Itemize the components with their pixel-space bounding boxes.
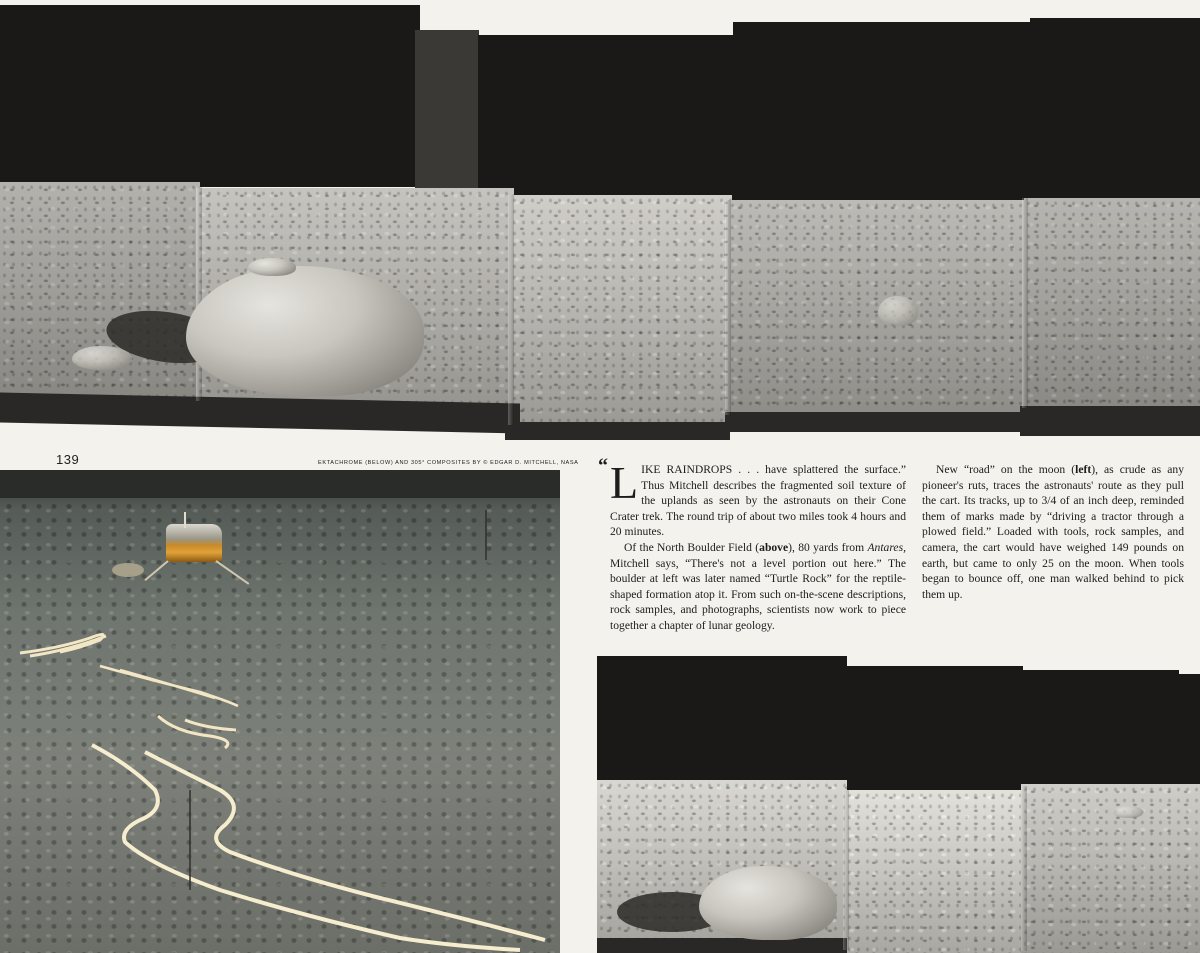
sky-frame (1030, 18, 1200, 204)
opening-quote-mark: “ (598, 455, 608, 477)
frame-seam (843, 790, 849, 950)
paragraph-3-lead: New “road” on the moon ( (936, 463, 1076, 476)
photo-credit: EKTACHROME (BELOW) AND 305° COMPOSITES BY © EDGAR D. MITCHELL, NASA (318, 460, 579, 466)
ground-frame (1024, 198, 1200, 414)
turtle-rock-boulder (186, 266, 424, 396)
turtle-rock-boulder (699, 866, 837, 940)
paragraph-2-rest: Mitchell says, “There's not a level portion out here.” The boulder at left was later named “Turtle Rock” for the reptile-shaped formation atop it. From such on-the-scene descriptions, rock samples, and photographs, scientists now work to piece together a chapter of lunar geology. (610, 556, 906, 632)
ground-frame (845, 790, 1025, 953)
film-edge (725, 412, 1030, 432)
frame-seam (196, 186, 202, 401)
article-column-right (922, 462, 1184, 602)
paragraph-3-rest: ), as crude as any pioneer's ruts, traces the astronauts' route as they pull the cart. Its tracks, up to 3/4 of an inch deep, reminded them of marks made by “driving a tractor through a plowed field.” Loaded with tools, rock samples, and camera, the cart would have weighed 149 pounds on earth, but came to only 25 on the moon. When tools began to bounce off, one man walked behind to pick them up. (922, 463, 1184, 601)
article-paragraph-1 (598, 455, 906, 540)
frame-seam (1021, 786, 1027, 951)
article-paragraph-2 (610, 540, 906, 634)
paragraph-2-mid: ), 80 yards from (788, 540, 868, 554)
frame-seam (725, 200, 731, 415)
article-paragraph-3 (922, 462, 1184, 602)
sky-frame (415, 30, 479, 190)
lunar-crater (112, 563, 144, 577)
ground-frame (0, 182, 200, 410)
cart-track (145, 752, 545, 940)
lunar-module-photo (0, 470, 560, 953)
drop-cap: L (610, 457, 639, 508)
page-number: 139 (56, 452, 80, 467)
small-rock (72, 346, 132, 370)
small-rock (1113, 806, 1143, 818)
frame-seam (508, 195, 514, 425)
article-column-left (598, 455, 906, 634)
paragraph-1-text: IKE RAINDROPS . . . have splattered the surface.” Thus Mitchell describes the fragmented soil texture of the uplands as seen by the astronauts on their Cone Crater trek. The round trip of about two miles took 4 hours and 20 minutes. (610, 463, 906, 539)
top-panorama-photo (0, 0, 1200, 445)
cart-track (92, 745, 520, 950)
cart-track (20, 634, 106, 656)
sky-frame (843, 666, 1023, 794)
sky-frame (733, 22, 1031, 204)
cart-tracks-svg (0, 470, 560, 953)
frame-seam (1022, 198, 1028, 408)
lunar-module (166, 524, 222, 562)
film-edge (505, 422, 730, 440)
film-edge (1020, 406, 1200, 436)
film-edge (597, 938, 847, 953)
sky-frame (597, 656, 847, 786)
sky-frame (1019, 670, 1179, 796)
ground-frame (510, 195, 732, 427)
lm-name-antares: Antares, (867, 540, 906, 554)
rock-formation-top (248, 258, 296, 276)
sky-frame (1175, 674, 1200, 786)
small-rock (878, 296, 918, 326)
sky-frame (478, 35, 734, 200)
sky-frame (0, 5, 420, 187)
bottom-panorama-photo (597, 656, 1200, 953)
cart-track (100, 666, 238, 706)
cart-track (158, 716, 236, 748)
lm-antenna (184, 512, 186, 528)
ground-frame (1021, 784, 1200, 953)
keyword-left: left (1075, 463, 1092, 476)
keyword-above: above (759, 540, 789, 554)
paragraph-2-lead: Of the North Boulder Field ( (624, 540, 760, 554)
